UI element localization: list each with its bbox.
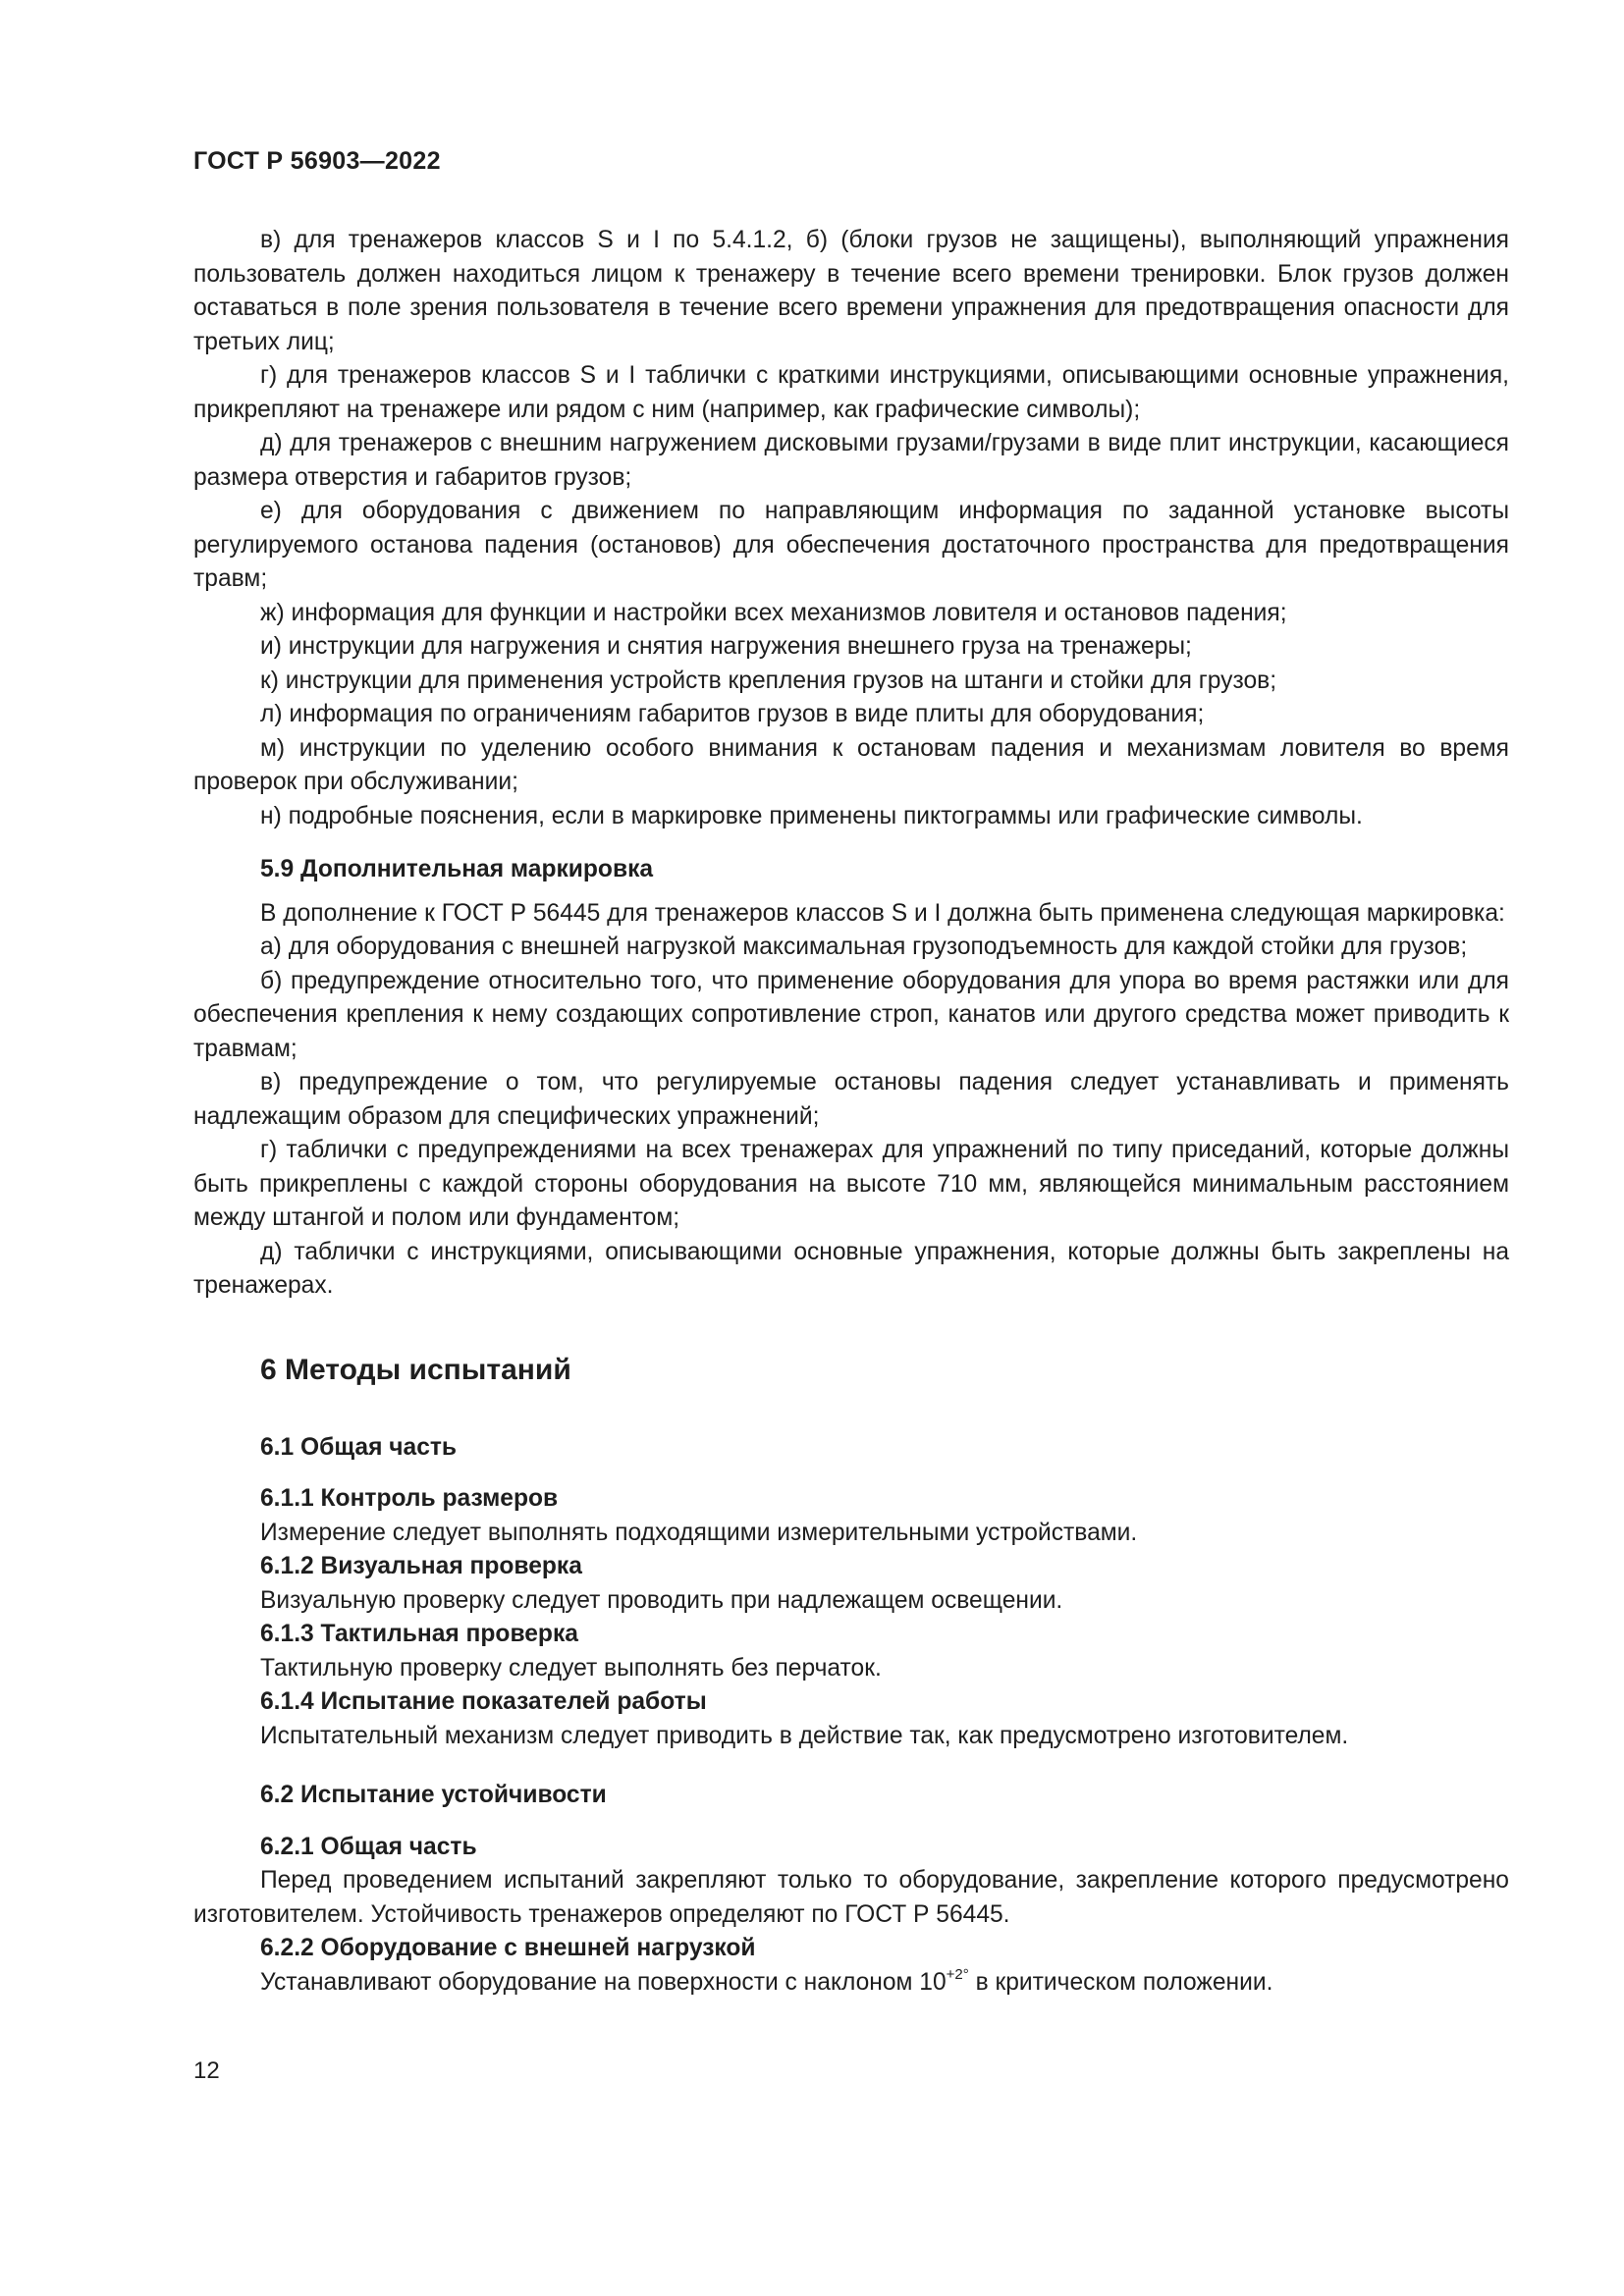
page-number: 12 — [193, 2057, 220, 2084]
page-content — [193, 224, 1509, 2000]
list-item-d: д) для тренажеров с внешним нагружением дисковыми грузами/грузами в виде плит инструкции, касающиеся размера отверстия и габаритов грузов; — [193, 430, 1509, 491]
subsection-text-6-2-1: Перед проведением испытаний закрепляют только то оборудование, закрепление которого предусмотрено изготовителем. Устойчивость тренажеров определяют по ГОСТ Р 56445. — [193, 1867, 1509, 1928]
subsection-text-6-1-1: Измерение следует выполнять подходящими измерительными устройствами. — [260, 1519, 1138, 1546]
list-item-n: н) подробные пояснения, если в маркировке применены пиктограммы или графические символы. — [260, 802, 1363, 829]
subsection-text-6-1-3: Тактильную проверку следует выполнять без перчаток. — [260, 1654, 882, 1682]
list-item-v: в) предупреждение о том, что регулируемые остановы падения следует устанавливать и применять надлежащим образом для специфических упражнений; — [193, 1069, 1509, 1130]
list-item-l: л) информация по ограничениям габаритов грузов в виде плиты для оборудования; — [260, 701, 1205, 727]
superscript-tolerance: +2° — [946, 1965, 969, 1983]
subsection-heading-6-1-1: 6.1.1 Контроль размеров — [260, 1485, 559, 1512]
list-item-v: в) для тренажеров классов S и I по 5.4.1.2, б) (блоки грузов не защищены), выполняющий упражнения пользователь должен находиться лицом к тренажеру в течение всего времени тренировки. Блок грузов должен оставаться в поле зрения пользователя в течение всего времени упражнения для предотвращения опасности для третьих лиц; — [193, 227, 1509, 355]
section-heading-5-9: 5.9 Дополнительная маркировка — [260, 856, 654, 882]
list-item-k: к) инструкции для применения устройств крепления грузов на штанги и стойки для грузов; — [260, 667, 1277, 694]
subsection-heading-6-1-4: 6.1.4 Испытание показателей работы — [260, 1688, 707, 1715]
list-item-b: б) предупреждение относительно того, что применение оборудования для упора во время растяжки или для обеспечения крепления к нему создающих сопротивление строп, канатов или другого средства может приводить к травмам; — [193, 967, 1509, 1062]
subsection-text-6-2-2 — [193, 1966, 1509, 2001]
list-item-m: м) инструкции по уделению особого внимания к остановам падения и механизмам ловителя во время проверок при обслуживании; — [193, 734, 1509, 795]
list-item-g: г) для тренажеров классов S и I таблички с краткими инструкциями, описывающими основные упражнения, прикрепляют на тренажере или рядом с ним (например, как графические символы); — [193, 362, 1509, 423]
section-5-9-intro: В дополнение к ГОСТ Р 56445 для тренажеров классов S и I должна быть применена следующая маркировка: — [260, 899, 1505, 927]
subsection-heading-6-1-3: 6.1.3 Тактильная проверка — [260, 1621, 578, 1647]
subsection-heading-6-2-1: 6.2.1 Общая часть — [260, 1833, 477, 1860]
text-run: Устанавливают оборудование на поверхности с наклоном 10 — [260, 1968, 947, 1996]
subsection-heading-6-1-2: 6.1.2 Визуальная проверка — [260, 1553, 582, 1579]
document-header: ГОСТ Р 56903—2022 — [193, 147, 441, 175]
subsection-heading-6-2-2: 6.2.2 Оборудование с внешней нагрузкой — [260, 1935, 756, 1961]
list-item-g: г) таблички с предупреждениями на всех тренажерах для упражнений по типу приседаний, которые должны быть прикреплены с каждой стороны оборудования на высоте 710 мм, являющейся минимальным расстоянием между штангой и полом или фундаментом; — [193, 1137, 1509, 1231]
section-heading-6-2: 6.2 Испытание устойчивости — [260, 1782, 607, 1808]
subsection-text-6-1-2: Визуальную проверку следует проводить при надлежащем освещении. — [260, 1586, 1063, 1614]
section-heading-6-1: 6.1 Общая часть — [260, 1433, 458, 1461]
subsection-text-6-1-4: Испытательный механизм следует приводить в действие так, как предусмотрено изготовителем. — [260, 1722, 1349, 1749]
list-item-zh: ж) информация для функции и настройки всех механизмов ловителя и остановов падения; — [260, 599, 1287, 626]
list-item-d: д) таблички с инструкциями, описывающими основные упражнения, которые должны быть закреплены на тренажерах. — [193, 1238, 1509, 1299]
list-item-e: е) для оборудования с движением по направляющим информация по заданной установке высоты регулируемого останова падения (остановов) для обеспечения достаточного пространства для предотвращения травм; — [193, 498, 1509, 592]
chapter-heading-6: 6 Методы испытаний — [260, 1353, 571, 1386]
list-item-i: и) инструкции для нагружения и снятия нагружения внешнего груза на тренажеры; — [260, 633, 1192, 660]
text-run: в критическом положении. — [968, 1968, 1273, 1996]
list-item-a: а) для оборудования с внешней нагрузкой максимальная грузоподъемность для каждой стойки для грузов; — [260, 934, 1468, 960]
